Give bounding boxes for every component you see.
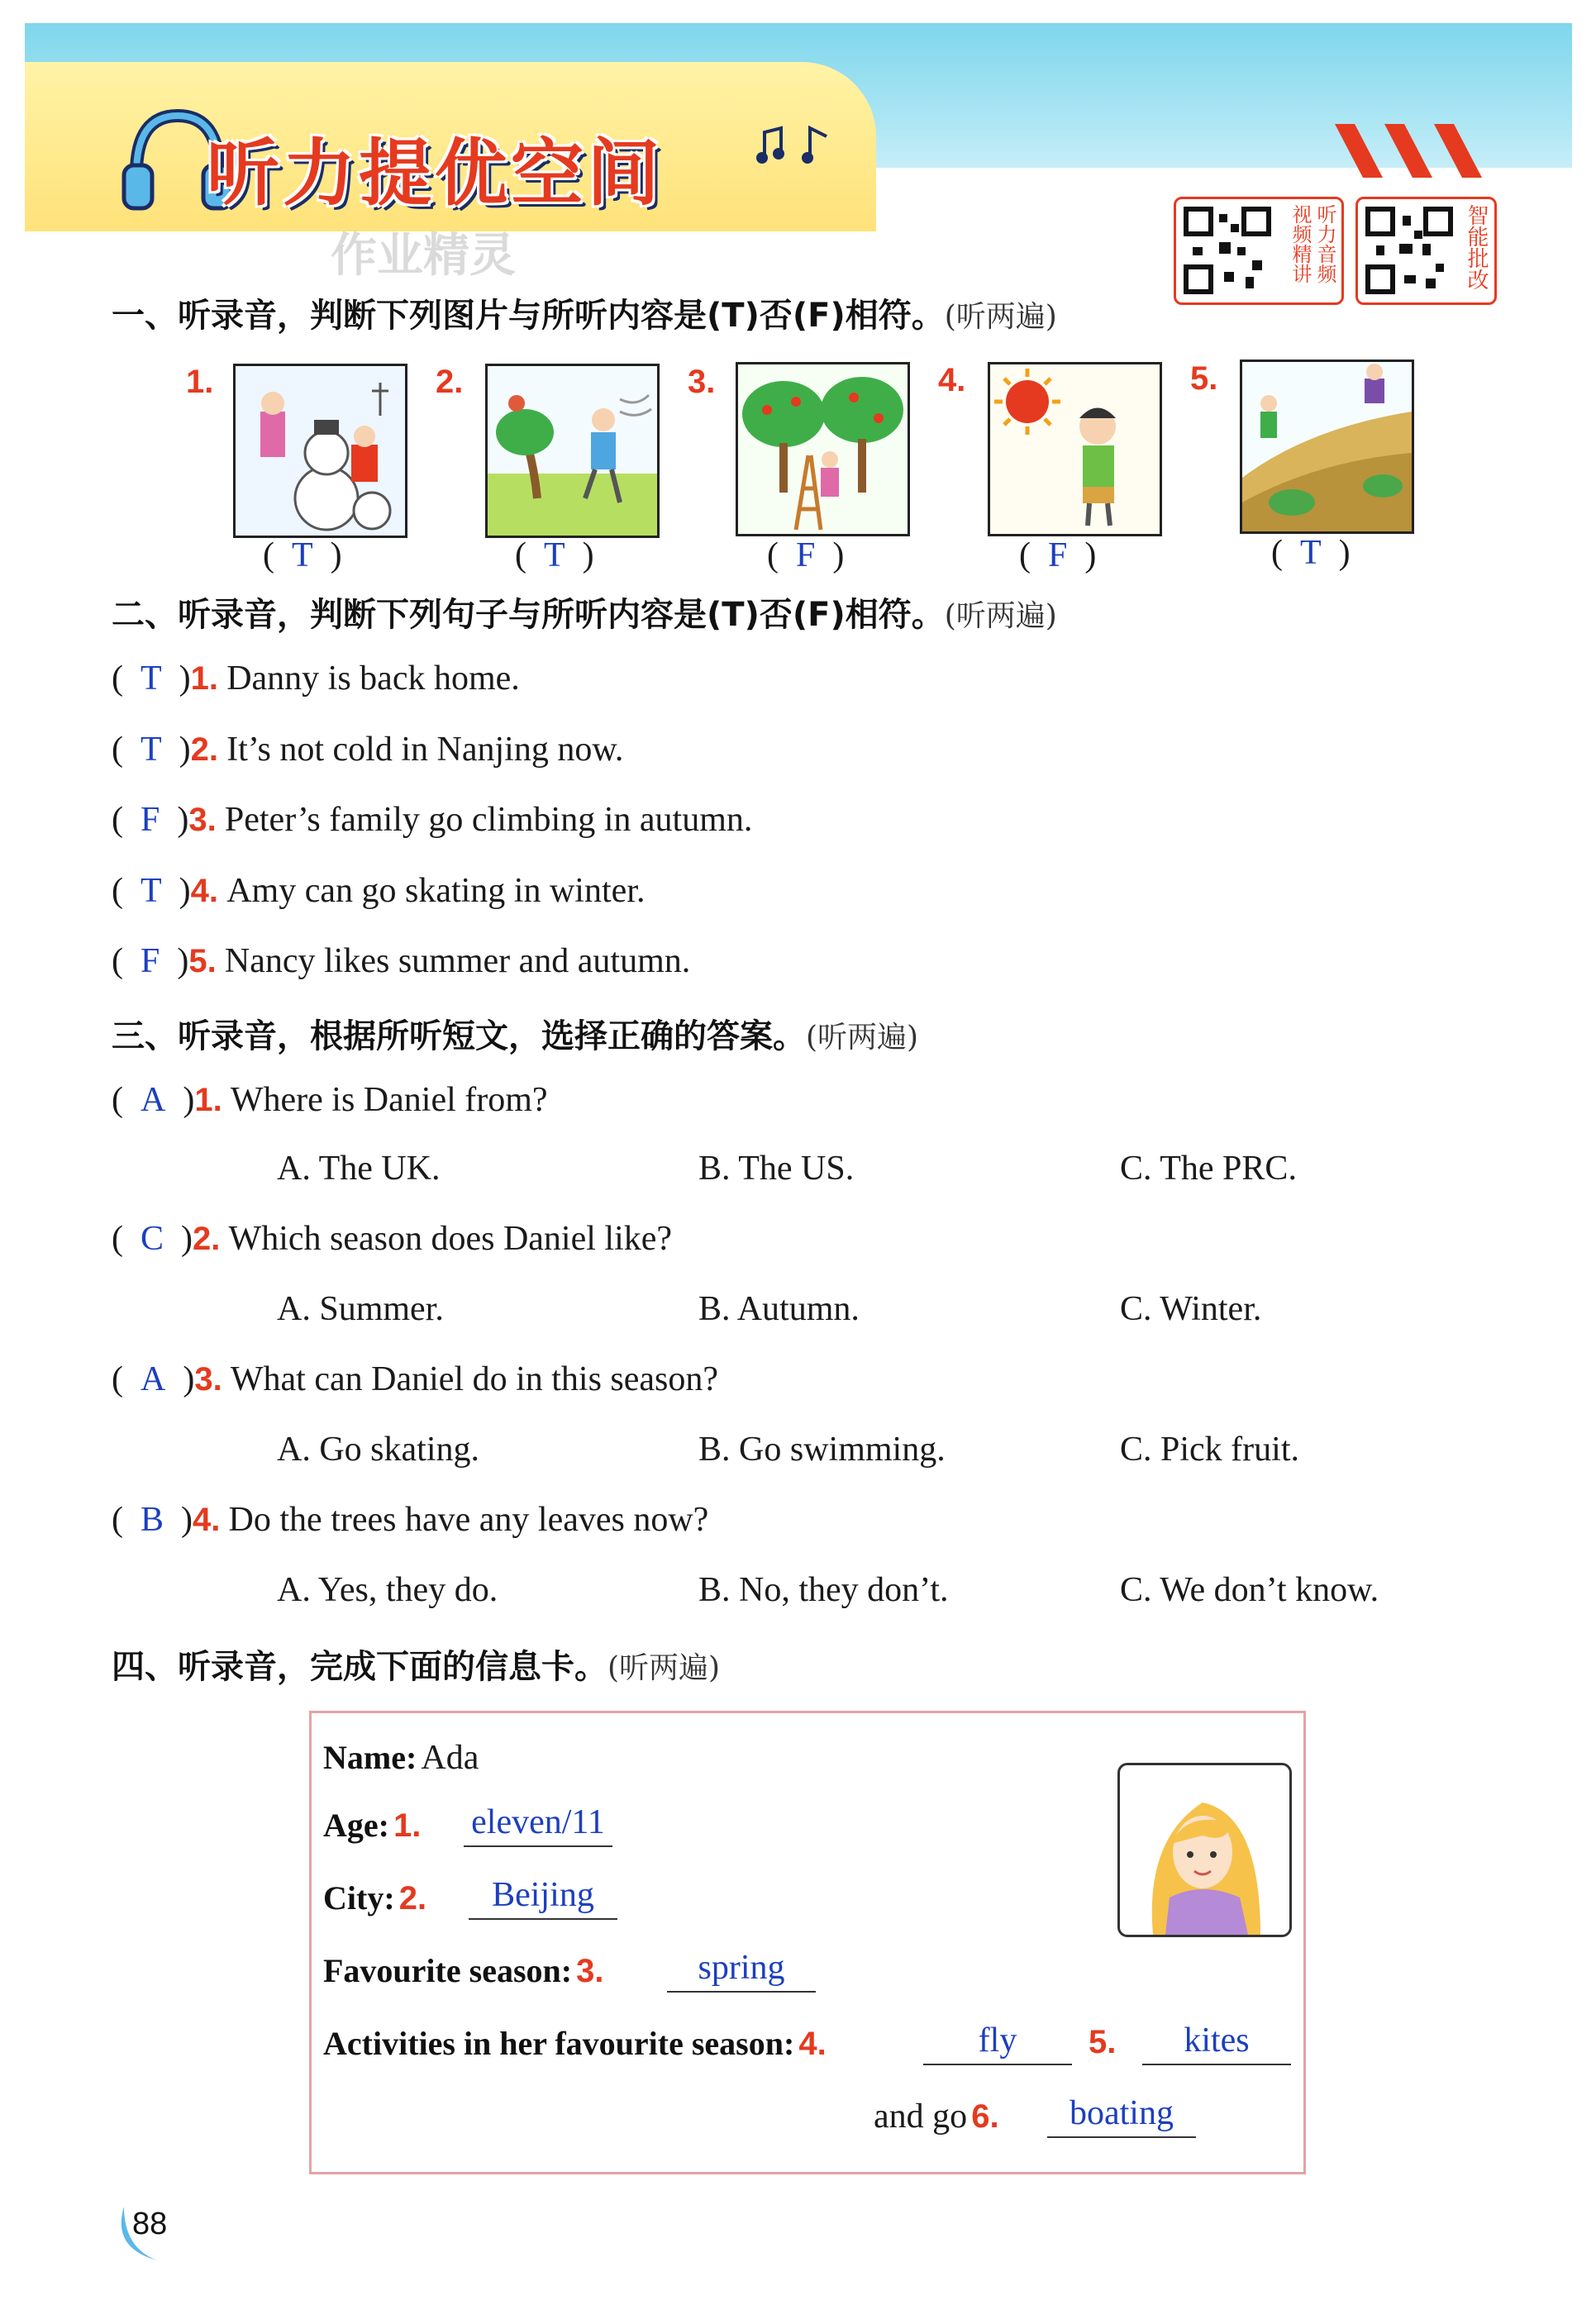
section4-title-text: 四、听录音，完成下面的信息卡。 bbox=[112, 1648, 607, 1686]
s3-option: B. Autumn. bbox=[698, 1290, 860, 1328]
s3-question: What can Daniel do in this season? bbox=[230, 1360, 719, 1398]
pic2-answer: T bbox=[544, 536, 565, 574]
pic4-answer-slot: ( F ) bbox=[1019, 536, 1097, 574]
name-label: Name: bbox=[323, 1739, 417, 1776]
paren-open: ( bbox=[112, 1081, 141, 1119]
qr-video-lecture[interactable] bbox=[1174, 197, 1344, 305]
paren-close: ) bbox=[161, 731, 191, 769]
s2-number: 2. bbox=[190, 731, 219, 768]
s3-option: C. Pick fruit. bbox=[1120, 1431, 1299, 1469]
s2-number: 3. bbox=[188, 802, 217, 838]
section3-title bbox=[112, 1010, 918, 1057]
s3-option: C. The PRC. bbox=[1120, 1150, 1297, 1188]
section1-title-text: 一、听录音，判断下列图片与所听内容是(T)否(F)相符。 bbox=[112, 297, 945, 335]
age-label: Age: bbox=[323, 1807, 389, 1844]
picture-windy-tree bbox=[485, 364, 660, 538]
paren-open: ( bbox=[112, 1220, 141, 1258]
s3-option: B. No, they don’t. bbox=[698, 1571, 949, 1609]
s2-sentence: It’s not cold in Nanjing now. bbox=[226, 731, 624, 769]
s3-answer: A bbox=[141, 1360, 166, 1398]
info-card bbox=[309, 1711, 1306, 2174]
picture-snowman bbox=[233, 364, 407, 538]
s3-question: Where is Daniel from? bbox=[230, 1081, 548, 1119]
section2-title-text: 二、听录音，判断下列句子与所听内容是(T)否(F)相符。 bbox=[112, 596, 945, 634]
s3-question-row bbox=[112, 1080, 548, 1120]
s3-question: Which season does Daniel like? bbox=[228, 1220, 673, 1258]
s3-number: 2. bbox=[193, 1221, 221, 1257]
activities-label: Activities in her favourite season: bbox=[323, 2025, 795, 2062]
s3-option: A. Yes, they do. bbox=[277, 1571, 498, 1609]
city-number: 2. bbox=[398, 1880, 427, 1917]
section2-title bbox=[112, 588, 1057, 636]
age-number: 1. bbox=[393, 1807, 422, 1844]
paren-close: ) bbox=[160, 942, 189, 980]
act4-number: 4. bbox=[798, 2026, 827, 2062]
pic1-answer: T bbox=[292, 536, 313, 574]
pic2-number: 2. bbox=[436, 364, 464, 400]
pic1-answer-slot: ( T ) bbox=[263, 536, 342, 574]
s2-number: 1. bbox=[190, 660, 219, 697]
s3-answer: C bbox=[141, 1220, 164, 1258]
s2-sentence: Amy can go skating in winter. bbox=[226, 872, 646, 910]
qr-code-icon bbox=[1365, 206, 1454, 295]
act5-number: 5. bbox=[1089, 2024, 1117, 2060]
pic3-answer: F bbox=[796, 536, 816, 574]
act6-number: 6. bbox=[971, 2098, 999, 2135]
s3-option: A. Go skating. bbox=[277, 1431, 479, 1469]
s2-row bbox=[112, 800, 752, 840]
card-and-go-row bbox=[874, 2097, 999, 2136]
qr-video-label: 听力音频视频精讲 bbox=[1289, 204, 1336, 283]
section3-hint: (听两遍) bbox=[806, 1021, 919, 1055]
s2-sentence: Peter’s family go climbing in autumn. bbox=[224, 801, 753, 839]
pic5-answer: T bbox=[1300, 534, 1322, 572]
s3-question-row bbox=[112, 1359, 718, 1399]
act4-answer[interactable]: fly bbox=[923, 2021, 1072, 2065]
card-city-row bbox=[323, 1879, 426, 1917]
s2-row bbox=[112, 871, 645, 911]
s3-answer: A bbox=[141, 1081, 166, 1119]
card-name-row bbox=[323, 1738, 479, 1778]
paren-close: ) bbox=[161, 660, 191, 698]
s2-answer: F bbox=[141, 942, 160, 980]
s2-answer: T bbox=[141, 660, 162, 698]
paren-close: ) bbox=[165, 1360, 195, 1398]
paren-close: ) bbox=[164, 1501, 193, 1539]
page-title: 听力提优空间 bbox=[207, 131, 664, 216]
s2-number: 5. bbox=[188, 943, 217, 979]
and-go-text: and go bbox=[874, 2098, 968, 2136]
paren-open: ( bbox=[112, 660, 141, 698]
city-answer[interactable]: Beijing bbox=[469, 1875, 617, 1920]
s2-sentence: Danny is back home. bbox=[226, 660, 520, 698]
music-note-icon bbox=[756, 120, 839, 173]
paren-open: ( bbox=[112, 1360, 141, 1398]
name-value: Ada bbox=[421, 1739, 479, 1777]
s3-number: 1. bbox=[194, 1082, 222, 1118]
card-age-row bbox=[323, 1806, 421, 1845]
s2-answer: T bbox=[141, 731, 162, 769]
watermark: 作业精灵 bbox=[331, 229, 516, 283]
s3-option: C. Winter. bbox=[1120, 1290, 1262, 1328]
pic4-number: 4. bbox=[938, 362, 966, 398]
s3-option: A. Summer. bbox=[277, 1290, 444, 1328]
section4-hint: (听两遍) bbox=[607, 1651, 721, 1685]
s3-option: A. The UK. bbox=[277, 1150, 441, 1188]
s3-question-row bbox=[112, 1219, 672, 1259]
pic5-number: 5. bbox=[1190, 360, 1218, 397]
s2-row bbox=[112, 659, 520, 698]
city-label: City: bbox=[323, 1879, 395, 1917]
pic3-number: 3. bbox=[688, 364, 716, 400]
paren-close: ) bbox=[165, 1081, 195, 1119]
qr-grading-label: 智能批改 bbox=[1464, 204, 1489, 290]
s2-number: 4. bbox=[190, 873, 219, 909]
paren-close: ) bbox=[164, 1220, 193, 1258]
paren-open: ( bbox=[112, 731, 141, 769]
s2-answer: T bbox=[141, 872, 162, 910]
paren-close: ) bbox=[161, 872, 191, 910]
decor-slashes-icon bbox=[1335, 124, 1492, 185]
section2-hint: (听两遍) bbox=[944, 599, 1057, 633]
s3-option: B. The US. bbox=[698, 1150, 855, 1188]
qr-code-icon bbox=[1183, 206, 1272, 295]
act5-answer[interactable]: kites bbox=[1142, 2021, 1291, 2065]
s3-number: 4. bbox=[193, 1502, 221, 1538]
s2-row bbox=[112, 941, 690, 981]
s3-question-row bbox=[112, 1500, 708, 1540]
s3-question: Do the trees have any leaves now? bbox=[228, 1501, 709, 1539]
page-number: 88 bbox=[132, 2207, 168, 2241]
card-season-row bbox=[323, 1951, 604, 1990]
pic1-number: 1. bbox=[186, 364, 214, 400]
section3-title-text: 三、听录音，根据所听短文，选择正确的答案。 bbox=[112, 1017, 806, 1055]
section4-title bbox=[112, 1640, 720, 1688]
paren-open: ( bbox=[112, 801, 141, 839]
girl-avatar bbox=[1117, 1763, 1292, 1937]
picture-apple-trees bbox=[736, 362, 910, 536]
pic5-answer-slot: ( T ) bbox=[1271, 534, 1351, 572]
qr-smart-grading[interactable] bbox=[1355, 197, 1497, 305]
s3-answer: B bbox=[141, 1501, 164, 1539]
section1-hint: (听两遍) bbox=[944, 300, 1057, 334]
paren-open: ( bbox=[112, 942, 141, 980]
picture-hot-sun bbox=[988, 362, 1162, 536]
act6-answer[interactable]: boating bbox=[1047, 2093, 1196, 2138]
s3-option: B. Go swimming. bbox=[698, 1431, 946, 1469]
age-answer[interactable]: eleven/11 bbox=[464, 1802, 612, 1847]
season-answer[interactable]: spring bbox=[667, 1948, 816, 1993]
paren-close: ) bbox=[160, 801, 189, 839]
s2-sentence: Nancy likes summer and autumn. bbox=[224, 942, 691, 980]
pic3-answer-slot: ( F ) bbox=[767, 536, 845, 574]
paren-open: ( bbox=[112, 872, 141, 910]
s2-row bbox=[112, 730, 623, 769]
pic4-answer: F bbox=[1048, 536, 1068, 574]
s3-option: C. We don’t know. bbox=[1120, 1571, 1379, 1609]
s3-number: 3. bbox=[194, 1361, 222, 1398]
s2-answer: F bbox=[141, 801, 160, 839]
section1-title bbox=[112, 289, 1057, 336]
pic2-answer-slot: ( T ) bbox=[515, 536, 594, 574]
picture-hill-climbing bbox=[1240, 360, 1414, 534]
season-number: 3. bbox=[576, 1953, 604, 1989]
card-activities-row bbox=[323, 2024, 827, 2063]
season-label: Favourite season: bbox=[323, 1952, 573, 1989]
paren-open: ( bbox=[112, 1501, 141, 1539]
